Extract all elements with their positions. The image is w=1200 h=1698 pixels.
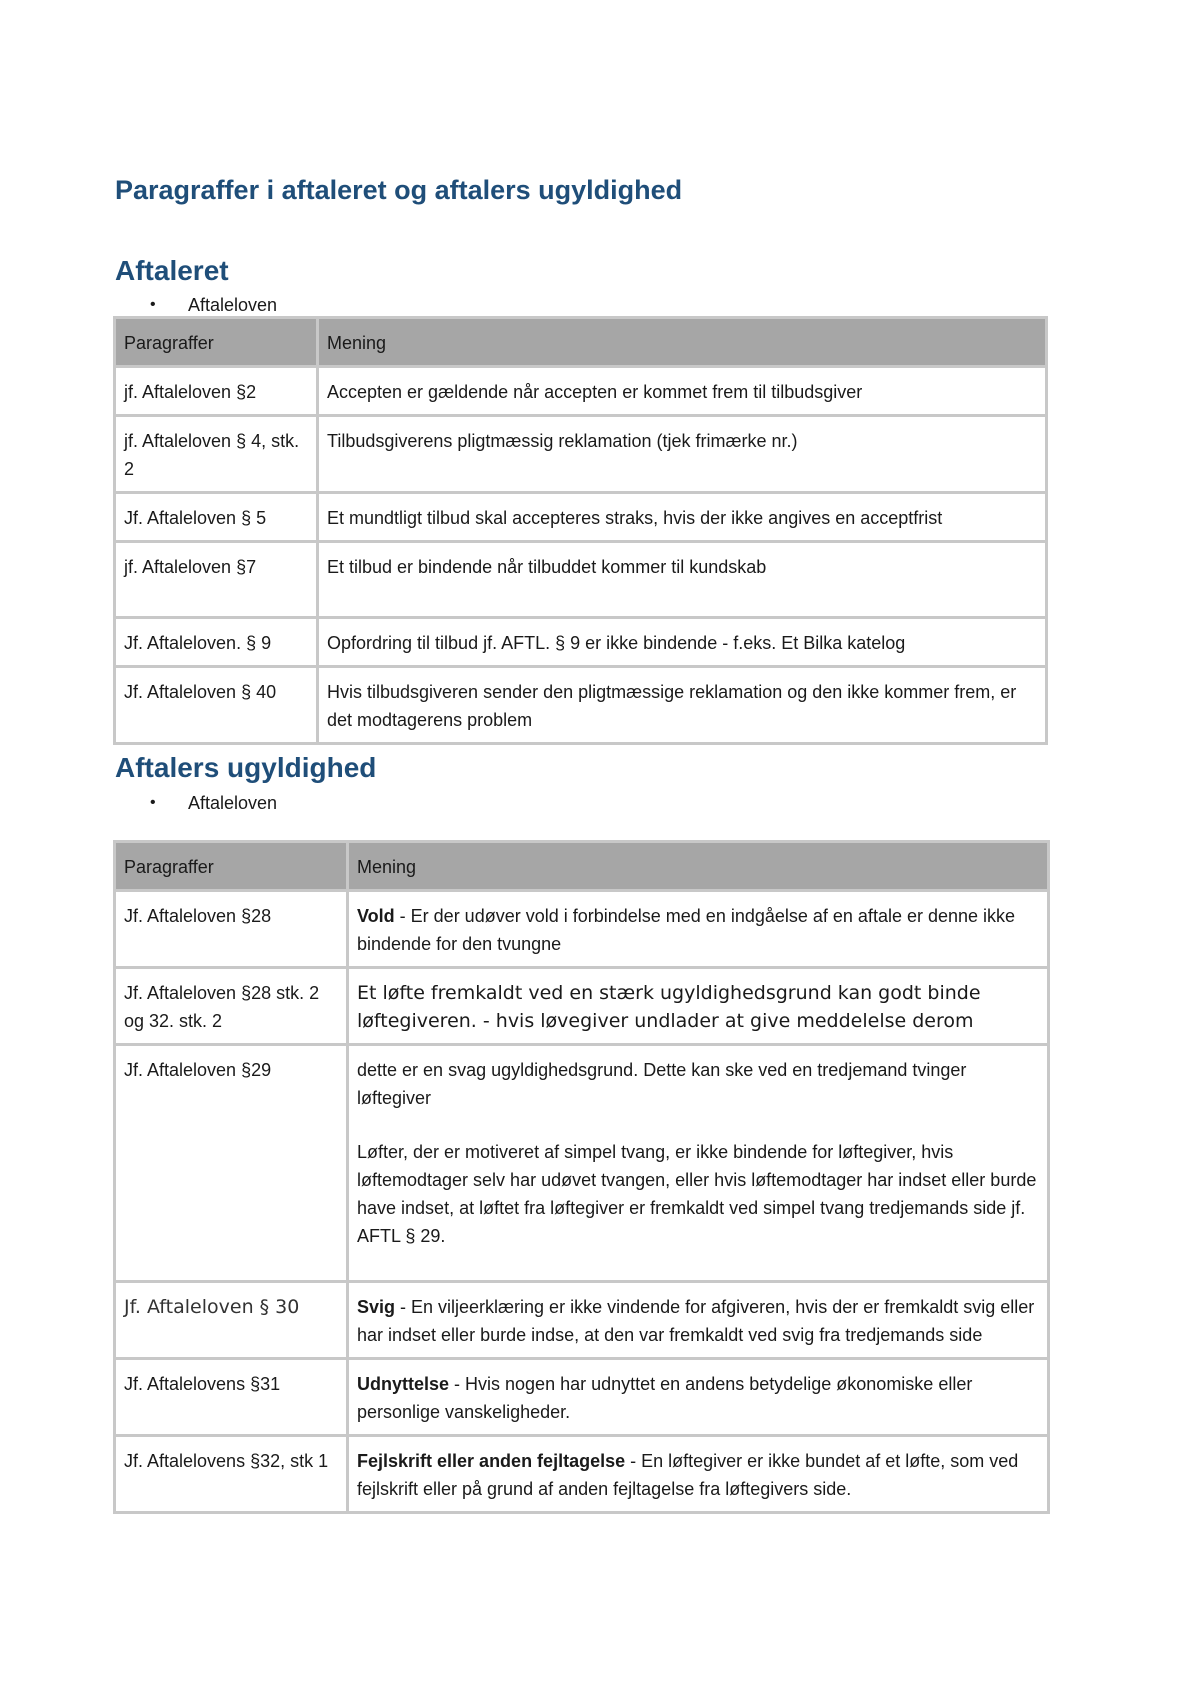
table-row [115, 493, 1047, 542]
paragraph-cell: Jf. Aftaleloven. § 9 [115, 618, 318, 667]
bullet-item [150, 295, 277, 316]
bullet-label: Aftaleloven [188, 295, 278, 315]
meaning-text: - Hvis nogen har udnyttet en andens betydelige økonomiske eller personlige vanskeligheder. [357, 1374, 973, 1422]
meaning-text: - Er der udøver vold i forbindelse med en indgåelse af en aftale er denne ikke bindende for den tvungne [357, 906, 1016, 954]
meaning-keyword: Vold [357, 906, 395, 926]
heading-aftaleret: Aftaleret [115, 255, 229, 286]
paragraph-cell: Jf. Aftaleloven §28 stk. 2 og 32. stk. 2 [115, 968, 348, 1045]
meaning-cell [348, 891, 1049, 968]
paragraph-cell [115, 1282, 348, 1359]
bullet-label: Aftaleloven [188, 793, 278, 813]
table-row [115, 1282, 1049, 1359]
column-header-paragraffer: Paragraffer [115, 842, 348, 891]
column-header-paragraffer: Paragraffer [115, 318, 318, 367]
meaning-cell: Hvis tilbudsgiveren sender den pligtmæssige reklamation og den ikke kommer frem, er det modtagerens problem [318, 667, 1047, 744]
table-row [115, 1436, 1049, 1513]
ugyldighed-table [113, 840, 1050, 1514]
table-row [115, 542, 1047, 618]
table-row [115, 968, 1049, 1045]
meaning-cell [348, 1282, 1049, 1359]
table-row [115, 891, 1049, 968]
table-row [115, 367, 1047, 416]
meaning-cell: Tilbudsgiverens pligtmæssig reklamation (tjek frimærke nr.) [318, 416, 1047, 493]
table-row [115, 416, 1047, 493]
meaning-keyword: Udnyttelse [357, 1374, 450, 1394]
meaning-text: Et løfte fremkaldt ved en stærk ugyldighedsgrund kan godt binde løftegiveren. - hvis løvegiver undlader at give meddelelse derom [357, 982, 981, 1032]
aftaleret-table [113, 316, 1048, 745]
paragraph-cell: Jf. Aftaleloven § 5 [115, 493, 318, 542]
meaning-cell [348, 1045, 1049, 1282]
bullet-item [150, 793, 277, 814]
paragraph-cell: Jf. Aftalelovens §32, stk 1 [115, 1436, 348, 1513]
heading-aftalers-ugyldighed: Aftalers ugyldighed [115, 752, 377, 783]
meaning-text: dette er en svag ugyldighedsgrund. Dette kan ske ved en tredjemand tvinger løftegiver [357, 1060, 967, 1108]
table-row [115, 1045, 1049, 1282]
table-header-row [115, 318, 1047, 367]
meaning-cell [348, 1359, 1049, 1436]
meaning-keyword: Svig [357, 1297, 396, 1317]
column-header-mening: Mening [318, 318, 1047, 367]
paragraph-cell: jf. Aftaleloven §7 [115, 542, 318, 618]
meaning-cell: Et tilbud er bindende når tilbuddet kommer til kundskab [318, 542, 1047, 618]
meaning-cell: Et mundtligt tilbud skal accepteres straks, hvis der ikke angives en acceptfrist [318, 493, 1047, 542]
meaning-cell: Accepten er gældende når accepten er kommet frem til tilbudsgiver [318, 367, 1047, 416]
table-header-row [115, 842, 1049, 891]
paragraph-cell: Jf. Aftalelovens §31 [115, 1359, 348, 1436]
meaning-text: - En viljeerklæring er ikke vindende for afgiveren, hvis der er fremkaldt svig eller har indset eller burde indse, at den var fremkaldt ved svig fra tredjemands side [357, 1297, 1035, 1345]
meaning-keyword: Fejlskrift eller anden fejltagelse [357, 1451, 626, 1471]
paragraph-cell: jf. Aftaleloven § 4, stk. 2 [115, 416, 318, 493]
document-title: Paragraffer i aftaleret og aftalers ugyldighed [115, 175, 683, 205]
paragraph-cell: Jf. Aftaleloven §29 [115, 1045, 348, 1282]
meaning-cell [348, 968, 1049, 1045]
table-row [115, 1359, 1049, 1436]
meaning-cell [348, 1436, 1049, 1513]
table-row [115, 667, 1047, 744]
paragraph-cell: Jf. Aftaleloven §28 [115, 891, 348, 968]
bullet-icon: • [150, 794, 156, 811]
bullet-icon: • [150, 296, 156, 313]
meaning-text: - En løftegiver er ikke bundet af et løfte, som ved fejlskrift eller på grund af anden fejltagelse fra løftegivers side. [357, 1451, 1019, 1499]
paragraph-cell: Jf. Aftaleloven § 40 [115, 667, 318, 744]
meaning-cell: Opfordring til tilbud jf. AFTL. § 9 er ikke bindende - f.eks. Et Bilka katelog [318, 618, 1047, 667]
table-row [115, 618, 1047, 667]
paragraph-text: Jf. Aftaleloven § 30 [124, 1296, 300, 1318]
column-header-mening: Mening [348, 842, 1049, 891]
paragraph-cell: jf. Aftaleloven §2 [115, 367, 318, 416]
meaning-text-2: Løfter, der er motiveret af simpel tvang, er ikke bindende for løftegiver, hvis løftemodtager selv har udøvet tvangen, eller hvis løftemodtager har indset eller burde have indset, at løftet fra løftegiver er fremkaldt ved simpel tvang tredjemands side jf. AFTL § 29. [357, 1142, 1037, 1246]
